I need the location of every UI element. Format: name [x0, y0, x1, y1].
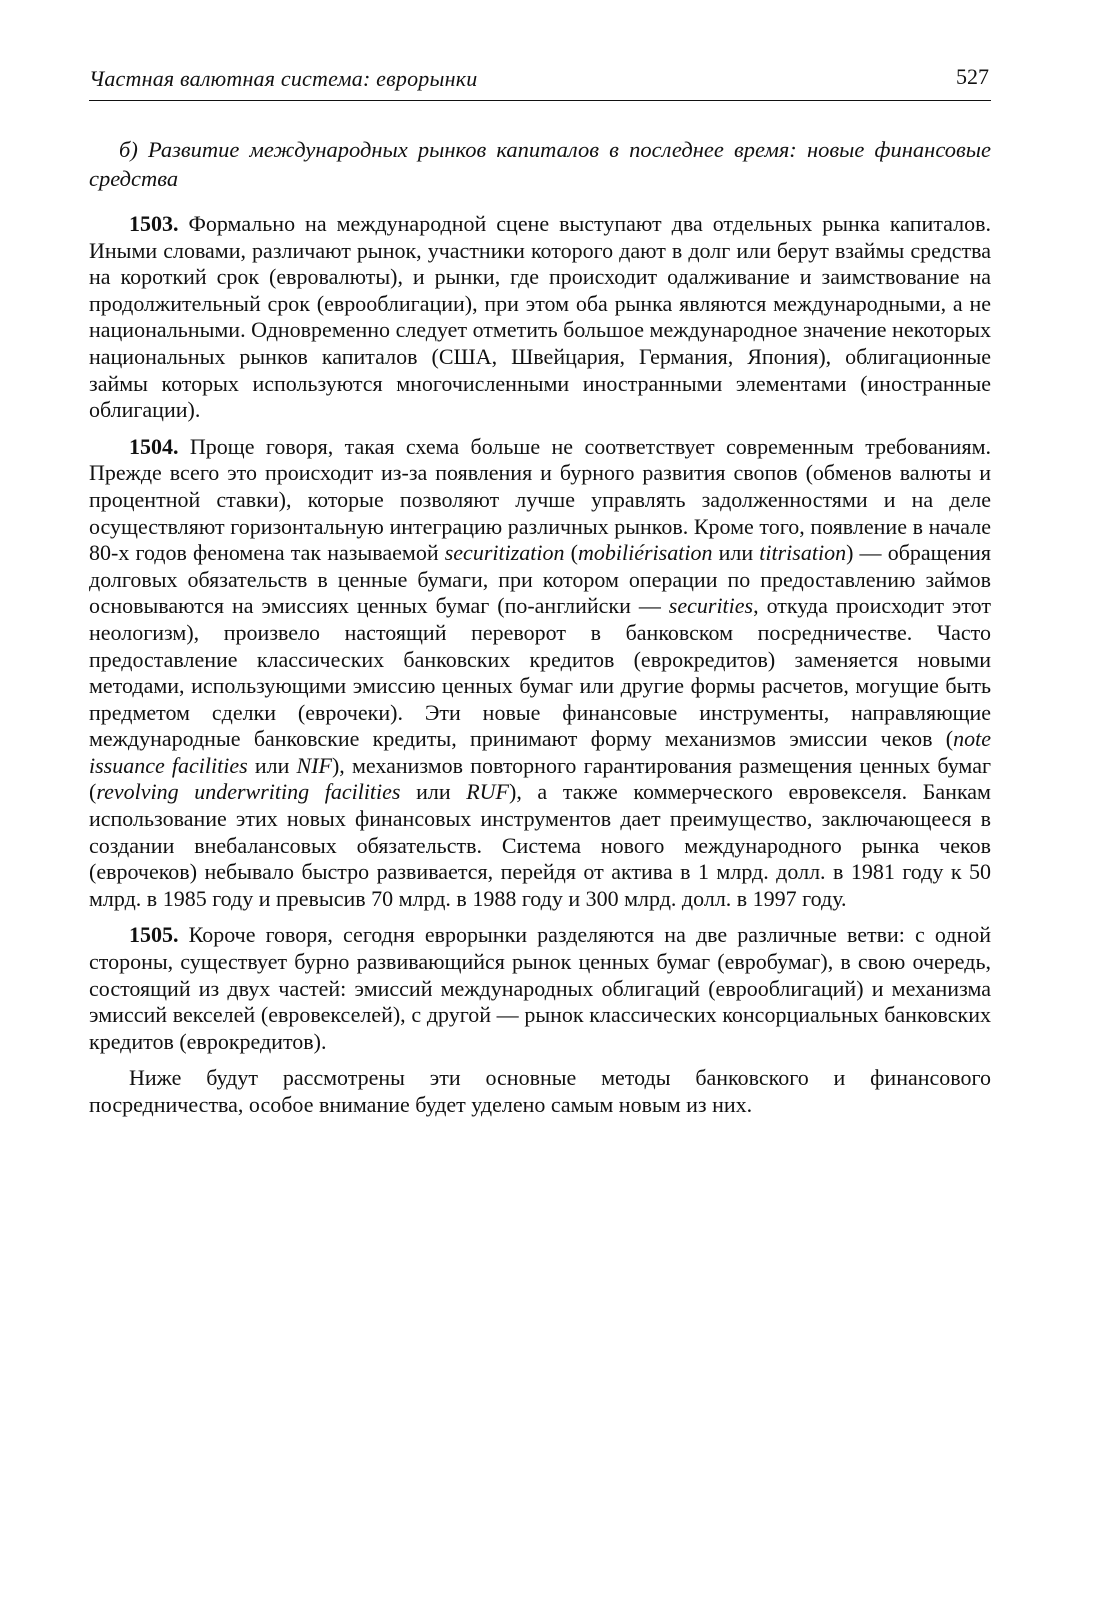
paragraph-number: 1505. — [129, 922, 179, 948]
paragraph-text: Формально на международной сцене выступают два отдельных рынка капиталов. Иными словами, различают рынок, участники которого дают в долг или берут взаймы средства на короткий срок (евровалюты), и рынки, где происходит одалживание и заимствование на продолжительный срок (еврооблигации), при этом оба рынка являются международными, а не национальными. Одновременно следует отметить большое международное значение некоторых национальных рынков капиталов (США, Швейцария, Германия, Япония), облигационные займы которых используются многочисленными иностранными элементами (иностранные облигации). — [89, 211, 991, 423]
paragraph-number: 1503. — [129, 211, 179, 236]
paragraph-text: или — [712, 540, 760, 566]
paragraph-1505 — [89, 922, 991, 1055]
paragraph-number: 1504. — [129, 433, 179, 459]
paragraph-text: ), механизмов повторного гарантирования размещения ценных бумаг ( — [89, 752, 991, 805]
paragraph-text: или — [400, 779, 467, 805]
paragraph-text: ( — [564, 540, 578, 566]
term-nif: NIF — [296, 752, 332, 778]
book-page — [89, 62, 991, 1119]
paragraph-1504 — [89, 434, 991, 913]
running-header — [89, 62, 991, 101]
term-revolving-underwriting-facilities: revolving underwriting facilities — [96, 779, 401, 805]
running-title: Частная валютная система: еврорынки — [89, 66, 478, 91]
paragraph-text: , откуда происходит этот неологизм), произвело настоящий переворот в банковском посредничестве. Часто предоставление классических банковских кредитов (еврокредитов) заменяется новыми методами, использующими эмиссию ценных бумаг или другие формы расчетов, могущие быть предметом сделки (еврочеки). Эти новые финансовые инструменты, направляющие международные банковские кредиты, принимают форму механизмов эмиссии чеков ( — [89, 593, 992, 752]
paragraph-text: Короче говоря, сегодня еврорынки разделяются на две различные ветви: с одной стороны, существует бурно развивающийся рынок ценных бумаг (евробумаг), в свою очередь, состоящий из двух частей: эмиссий международных облигаций (еврооблигаций) и механизма эмиссий векселей (евровекселей), с другой — рынок классических консорциальных банковских кредитов (еврокредитов). — [89, 922, 992, 1054]
paragraph-text: или — [247, 752, 297, 778]
paragraph-text: ), а также коммерческого евровекселя. Банкам использование этих новых финансовых инструментов дает преимущество, заключающееся в создании внебалансовых обязательств. Система нового международного рынка чеков (еврочеков) небывало быстро развивается, перейдя от актива в 1 млрд. долл. в 1981 году к 50 млрд. в 1985 году и превысив 70 млрд. в 1988 году и 300 млрд. долл. в 1997 году. — [89, 779, 991, 911]
term-securities: securities — [668, 593, 754, 619]
page-number: 527 — [956, 64, 989, 89]
term-note-issuance-facilities: note issuance facilities — [89, 726, 991, 778]
term-titrisation: titrisation — [759, 540, 847, 566]
term-securitization: securitization — [444, 540, 565, 566]
paragraph-text: Проще говоря, такая схема больше не соответствует современным требованиям. Прежде всего это происходит из-за появления и бурного развития свопов (обменов валюты и процентной ставки), которые позволяют лучше управлять задолженностями и на деле осуществляют горизонтальную интеграцию различных рынков. Кроме того, появление в начале 80-х годов феномена так называемой — [89, 433, 991, 566]
term-mobilierisation: mobiliérisation — [578, 540, 713, 566]
closing-paragraph: Ниже будут рассмотрены эти основные методы банковского и финансового посредничества, особое внимание будет уделено самым новым из них. — [89, 1065, 991, 1117]
paragraph-text: ) — обращения долговых обязательств в ценные бумаги, при котором операции по предоставлению займов основываются на эмиссиях ценных бумаг (по-английски — — [89, 540, 992, 619]
paragraph-1503 — [89, 211, 991, 424]
term-ruf: RUF — [466, 779, 509, 805]
section-heading: б) Развитие международных рынков капиталов в последнее время: новые финансовые средства — [89, 137, 991, 191]
